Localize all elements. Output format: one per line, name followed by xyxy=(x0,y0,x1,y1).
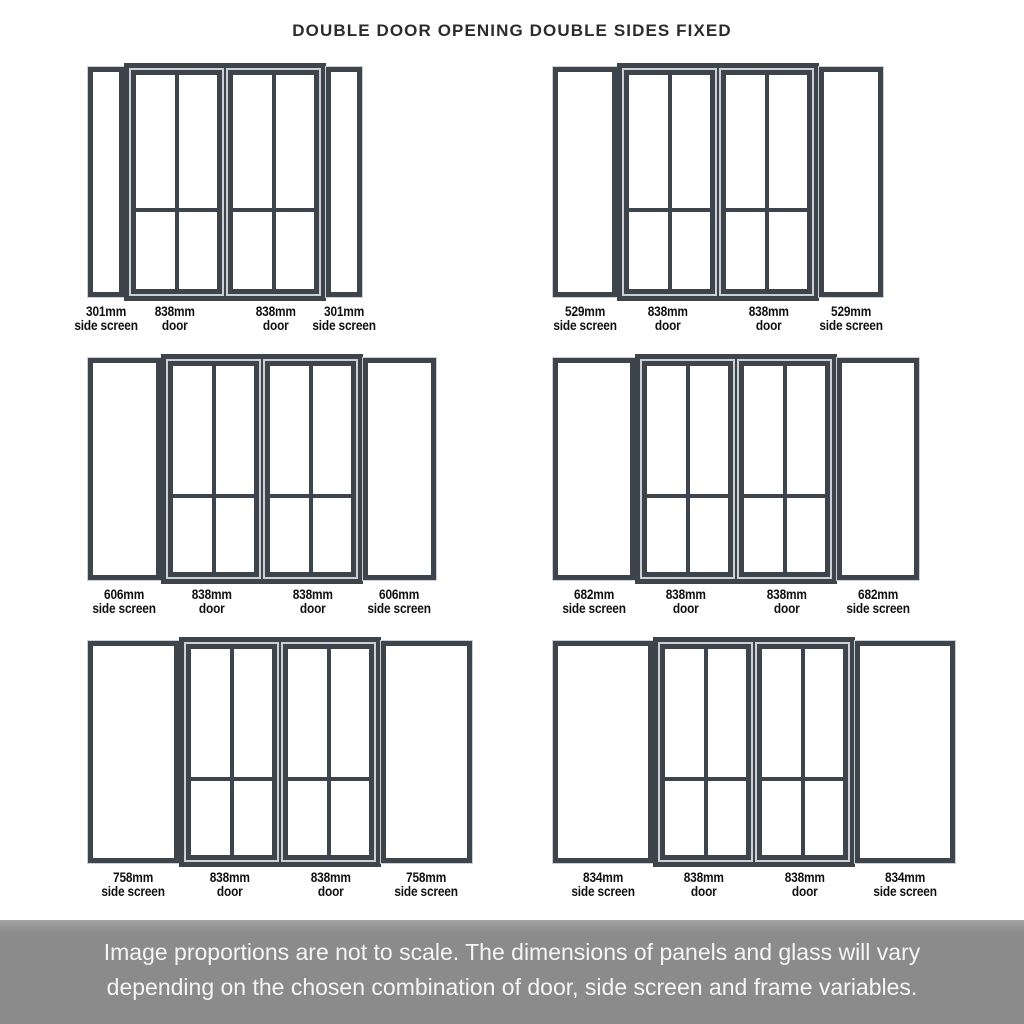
side-screen-panel xyxy=(819,67,883,297)
label-type: side screen xyxy=(92,601,157,616)
label-dimension: 838mm xyxy=(647,304,688,319)
door-mullion xyxy=(309,366,313,572)
central-door-frame xyxy=(635,354,837,584)
door-mullion xyxy=(230,649,234,855)
door-panel xyxy=(739,361,830,577)
door-glass xyxy=(270,366,351,572)
panel-label-text xyxy=(102,871,165,899)
label-type: door xyxy=(299,601,326,616)
side-screen-panel xyxy=(88,67,124,297)
central-door-frame xyxy=(653,637,855,867)
door-mullion xyxy=(327,649,331,855)
label-dimension: 606mm xyxy=(379,587,420,602)
panel-label xyxy=(225,305,326,333)
label-dimension: 682mm xyxy=(573,587,615,602)
label-dimension: 529mm xyxy=(564,304,606,319)
panel-label xyxy=(381,871,472,899)
door-rail xyxy=(191,777,272,781)
label-type: door xyxy=(791,884,818,899)
label-type: side screen xyxy=(367,601,432,616)
panel-label xyxy=(617,305,718,333)
footer-note xyxy=(0,920,1024,1024)
door-rail xyxy=(665,777,746,781)
side-screen-panel xyxy=(381,641,472,863)
panel-label-text xyxy=(665,588,705,616)
labels-row xyxy=(88,588,472,616)
panel-label-text xyxy=(292,588,332,616)
label-dimension: 758mm xyxy=(113,870,154,885)
label-dimension: 682mm xyxy=(857,587,899,602)
label-dimension: 838mm xyxy=(665,587,706,602)
door-glass xyxy=(647,366,728,572)
door-glass xyxy=(762,649,843,855)
label-type: door xyxy=(654,318,681,333)
door-diagram xyxy=(74,63,472,333)
panel-label xyxy=(161,588,262,616)
door-glass xyxy=(233,75,314,289)
labels-row xyxy=(553,588,955,616)
door-assembly xyxy=(553,354,955,584)
label-type: door xyxy=(262,318,289,333)
label-dimension: 834mm xyxy=(884,870,926,885)
label-type: side screen xyxy=(846,601,910,616)
panel-label xyxy=(736,588,837,616)
panel-label xyxy=(819,305,883,333)
panel-label-text xyxy=(846,588,909,616)
panel-label-text xyxy=(74,305,137,333)
side-screen-panel xyxy=(363,358,436,580)
side-screen-panel xyxy=(553,641,653,863)
column-left xyxy=(74,63,472,920)
label-type: side screen xyxy=(819,318,883,333)
labels-row xyxy=(553,871,955,899)
label-type: door xyxy=(161,318,188,333)
door-panel xyxy=(642,361,733,577)
door-mullion xyxy=(765,75,769,289)
panel-label-text xyxy=(748,305,788,333)
panel-label xyxy=(312,304,376,333)
label-type: side screen xyxy=(562,601,626,616)
panel-label xyxy=(718,305,819,333)
door-glass xyxy=(191,649,272,855)
panel-label xyxy=(262,588,363,616)
door-rail xyxy=(744,494,825,498)
panel-label xyxy=(653,871,754,899)
door-glass xyxy=(629,75,710,289)
door-mullion xyxy=(668,75,672,289)
door-mullion xyxy=(801,649,805,855)
label-type: door xyxy=(755,318,782,333)
label-dimension: 529mm xyxy=(830,304,872,319)
door-glass xyxy=(726,75,807,289)
panel-label-text xyxy=(571,871,634,899)
panel-label xyxy=(88,871,179,899)
side-screen-panel xyxy=(88,641,179,863)
panel-label-text xyxy=(819,305,882,333)
label-type: door xyxy=(216,884,243,899)
panel-label xyxy=(855,871,955,899)
door-diagram xyxy=(88,637,472,899)
label-dimension: 301mm xyxy=(85,304,127,319)
panel-label xyxy=(837,588,919,616)
label-type: side screen xyxy=(74,318,138,333)
door-rail xyxy=(726,208,807,212)
door-assembly xyxy=(553,63,955,301)
door-panel xyxy=(624,70,715,294)
door-rail xyxy=(288,777,369,781)
footer-line-2: depending on the chosen combination of door, side screen and frame variables. xyxy=(106,974,918,1000)
panel-label-text xyxy=(683,871,723,899)
label-dimension: 838mm xyxy=(292,587,333,602)
label-type: side screen xyxy=(553,318,617,333)
label-dimension: 834mm xyxy=(582,870,624,885)
door-mullion xyxy=(175,75,179,289)
door-glass xyxy=(288,649,369,855)
label-dimension: 606mm xyxy=(104,587,145,602)
door-mullion xyxy=(212,366,216,572)
door-rail xyxy=(136,208,217,212)
panel-label-text xyxy=(368,588,431,616)
door-assembly xyxy=(88,63,472,301)
label-type: door xyxy=(690,884,717,899)
door-panel xyxy=(228,70,319,294)
door-diagram xyxy=(553,354,955,616)
label-dimension: 838mm xyxy=(766,587,807,602)
label-type: door xyxy=(672,601,699,616)
side-screen-panel xyxy=(88,358,161,580)
door-rail xyxy=(762,777,843,781)
labels-row xyxy=(88,871,472,899)
side-screen-panel xyxy=(553,358,635,580)
panel-label-text xyxy=(647,305,687,333)
panel-label-text xyxy=(784,871,824,899)
central-door-frame xyxy=(161,354,363,584)
door-panel xyxy=(168,361,259,577)
door-panel xyxy=(186,644,277,860)
door-diagram xyxy=(553,637,955,899)
door-assembly xyxy=(88,354,472,584)
column-right xyxy=(553,63,955,920)
panel-label xyxy=(553,588,635,616)
central-door-frame xyxy=(179,637,381,867)
label-dimension: 838mm xyxy=(154,304,195,319)
label-type: door xyxy=(317,884,344,899)
door-panel xyxy=(660,644,751,860)
panel-label-text xyxy=(766,588,806,616)
footer-line-1: Image proportions are not to scale. The dimensions of panels and glass will vary xyxy=(103,939,921,965)
door-rail xyxy=(629,208,710,212)
labels-row xyxy=(74,304,472,333)
door-mullion xyxy=(704,649,708,855)
door-rail xyxy=(173,494,254,498)
door-rail xyxy=(270,494,351,498)
panel-label-text xyxy=(93,588,156,616)
label-dimension: 838mm xyxy=(255,304,296,319)
label-dimension: 838mm xyxy=(784,870,825,885)
door-panel xyxy=(721,70,812,294)
side-screen-panel xyxy=(326,67,362,297)
panel-label-text xyxy=(191,588,231,616)
door-panel xyxy=(283,644,374,860)
panel-label-text xyxy=(310,871,350,899)
door-assembly xyxy=(88,637,472,867)
panel-label xyxy=(553,305,617,333)
label-dimension: 838mm xyxy=(209,870,250,885)
door-panel xyxy=(131,70,222,294)
door-mullion xyxy=(783,366,787,572)
label-type: side screen xyxy=(873,884,937,899)
labels-row xyxy=(553,305,955,333)
panel-label-text xyxy=(395,871,458,899)
panel-label-text xyxy=(562,588,625,616)
door-rail xyxy=(233,208,314,212)
panel-label-text xyxy=(312,305,375,333)
label-type: door xyxy=(198,601,225,616)
label-dimension: 758mm xyxy=(406,870,447,885)
door-glass xyxy=(665,649,746,855)
panel-label-text xyxy=(154,305,194,333)
label-type: side screen xyxy=(312,318,376,333)
label-dimension: 301mm xyxy=(323,304,365,319)
door-diagram xyxy=(88,354,472,616)
door-diagram xyxy=(553,63,955,333)
page-title: DOUBLE DOOR OPENING DOUBLE SIDES FIXED xyxy=(292,21,732,40)
panel-label xyxy=(179,871,280,899)
panel-label xyxy=(635,588,736,616)
panel-label xyxy=(74,304,138,333)
panel-label-text xyxy=(209,871,249,899)
panel-label xyxy=(553,871,653,899)
label-dimension: 838mm xyxy=(683,870,724,885)
door-rail xyxy=(647,494,728,498)
side-screen-panel xyxy=(553,67,617,297)
central-door-frame xyxy=(617,63,819,301)
panel-label xyxy=(754,871,855,899)
label-dimension: 838mm xyxy=(748,304,789,319)
panel-label xyxy=(88,588,161,616)
label-dimension: 838mm xyxy=(191,587,232,602)
central-door-frame xyxy=(124,63,326,301)
side-screen-panel xyxy=(837,358,919,580)
door-glass xyxy=(744,366,825,572)
label-dimension: 838mm xyxy=(310,870,351,885)
panel-label-text xyxy=(873,871,936,899)
panel-label xyxy=(363,588,436,616)
panel-label-text xyxy=(553,305,616,333)
panel-label-text xyxy=(255,305,295,333)
side-screen-panel xyxy=(855,641,955,863)
panel-label xyxy=(280,871,381,899)
door-mullion xyxy=(272,75,276,289)
label-type: side screen xyxy=(571,884,635,899)
label-type: door xyxy=(773,601,800,616)
door-glass xyxy=(173,366,254,572)
door-assembly xyxy=(553,637,955,867)
label-type: side screen xyxy=(101,884,166,899)
panel-label xyxy=(124,305,225,333)
door-panel xyxy=(265,361,356,577)
door-panel xyxy=(757,644,848,860)
door-mullion xyxy=(686,366,690,572)
label-type: side screen xyxy=(394,884,459,899)
door-glass xyxy=(136,75,217,289)
